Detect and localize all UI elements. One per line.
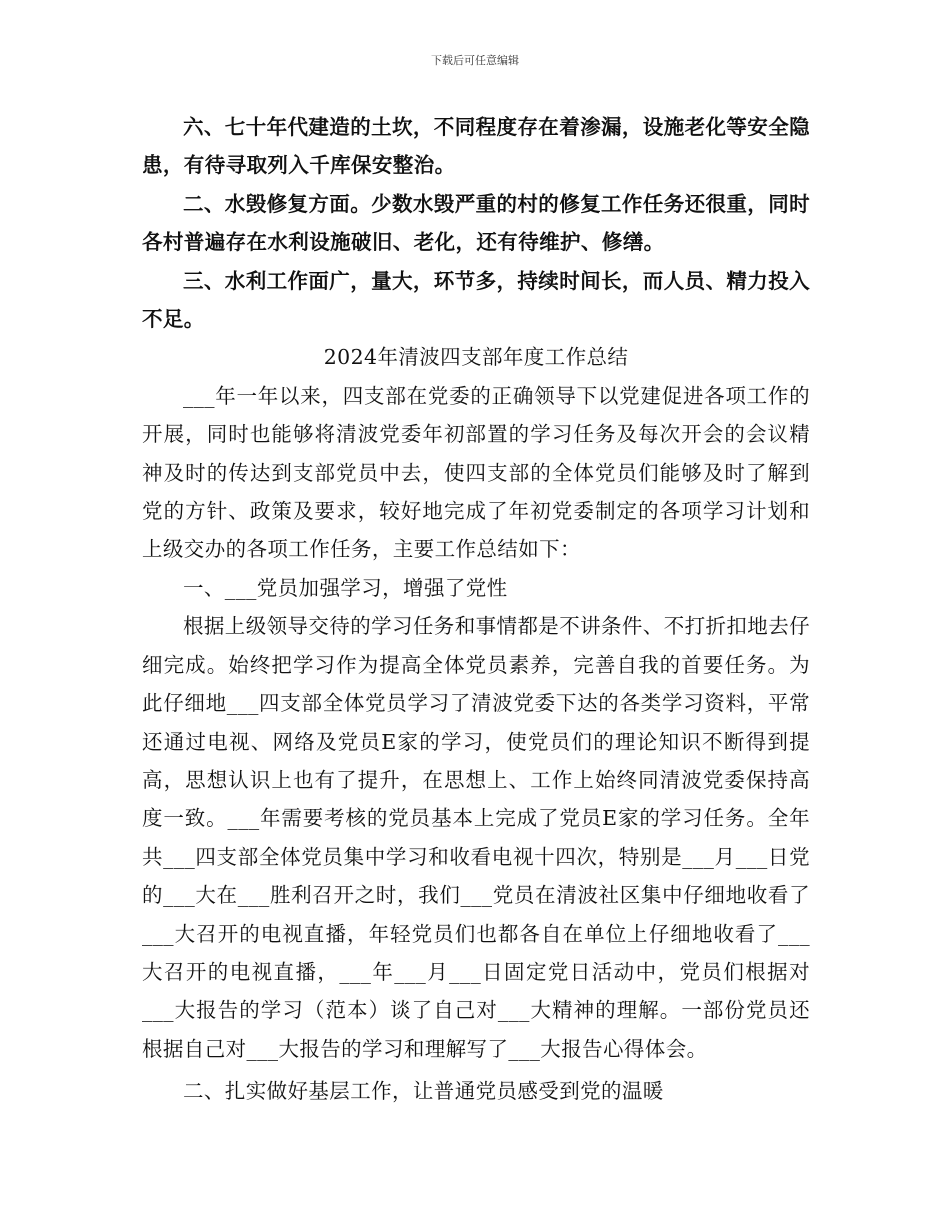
page-header: 下载后可任意编辑 bbox=[431, 54, 519, 67]
section-heading-1: 一、___党员加强学习，增强了党性 bbox=[183, 575, 508, 600]
section-heading-2: 二、扎实做好基层工作，让普通党员感受到党的温暖 bbox=[183, 1079, 664, 1104]
paragraph-safety-hazards: 六、七十年代建造的土坎，不同程度存在着渗漏，设施老化等安全隐患，有待寻取列入千库保安整治。 bbox=[142, 115, 810, 178]
document-body bbox=[142, 108, 810, 1111]
document-title: 2024年清波四支部年度工作总结 bbox=[323, 345, 629, 370]
paragraph-flood-repair: 二、水毁修复方面。少数水毁严重的村的修复工作任务还很重，同时各村普遍存在水利设施破旧、老化，还有待维护、修缮。 bbox=[142, 191, 810, 255]
paragraph-study: 根据上级领导交待的学习任务和事情都是不讲条件、不打折扣地去仔细完成。始终把学习作为提高全体党员素养，完善自我的首要任务。为此仔细地___四支部全体党员学习了清波党委下达的各类学习资料，平常还通过电视、网络及党员E家的学习，使党员们的理论知识不断得到提高，思想认识上也有了提升，在思想上、工作上始终同清波党委保持高度一致。___年需要考核的党员基本上完成了党员E家的学习任务。全年共___四支部全体党员集中学习和收看电视十四次，特别是___月___日党的___大在___胜利召开之时，我们___党员在清波社区集中仔细地收看了___大召开的电视直播，年轻党员们也都各自在单位上仔细地收看了___大召开的电视直播，___年___月___日固定党日活动中，党员们根据对___大报告的学习（范本）谈了自己对___大精神的理解。一部份党员还根据自己对___大报告的学习和理解写了___大报告心得体会。 bbox=[142, 614, 810, 1061]
paragraph-water-work: 三、水利工作面广，量大，环节多，持续时间长，而人员、精力投入不足。 bbox=[142, 268, 810, 332]
paragraph-intro: ___年一年以来，四支部在党委的正确领导下以党建促进各项工作的开展，同时也能够将清波党委年初部置的学习任务及每次开会的会议精神及时的传达到支部党员中去，使四支部的全体党员们能够及时了解到党的方针、政策及要求，较好地完成了年初党委制定的各项学习计划和上级交办的各项工作任务，主要工作总结如下： bbox=[142, 383, 810, 562]
